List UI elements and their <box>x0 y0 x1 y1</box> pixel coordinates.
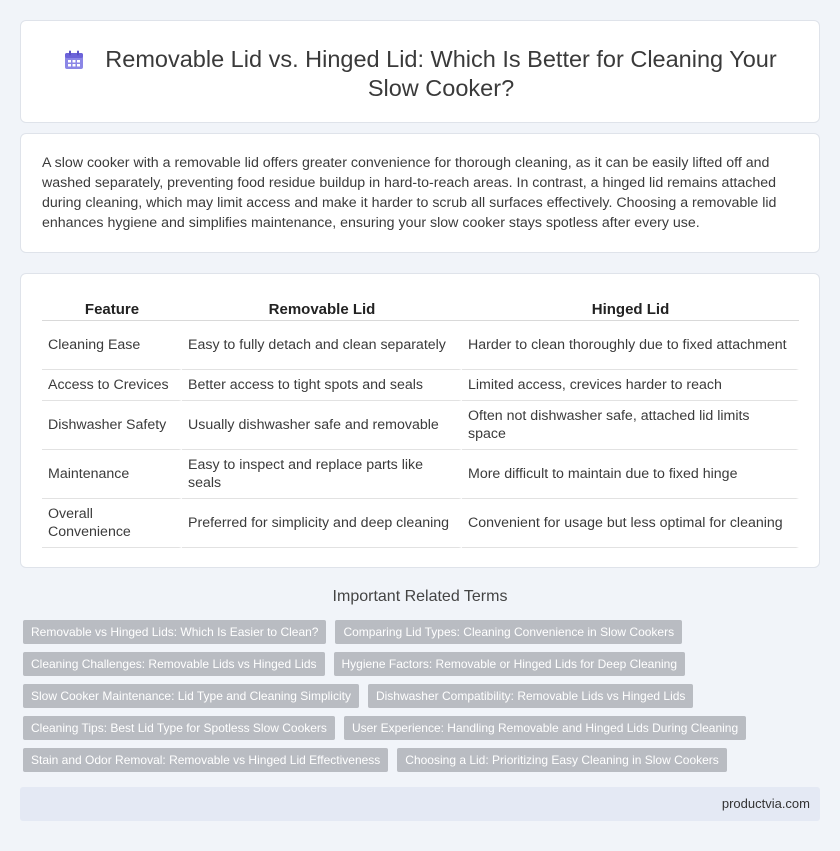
table-cell: Usually dishwasher safe and removable <box>182 401 462 450</box>
related-terms-list <box>23 620 823 780</box>
footer <box>20 787 820 821</box>
table-cell: Harder to clean thoroughly due to fixed attachment <box>462 321 799 370</box>
table-header-row <box>42 295 799 321</box>
related-term-tag[interactable]: Choosing a Lid: Prioritizing Easy Cleaning in Slow Cookers <box>397 748 727 772</box>
table-cell: Cleaning Ease <box>42 321 182 370</box>
table-cell: Maintenance <box>42 450 182 499</box>
table-cell: Dishwasher Safety <box>42 401 182 450</box>
table-cell: More difficult to maintain due to fixed hinge <box>462 450 799 499</box>
footer-site-link[interactable]: productvia.com <box>721 796 810 811</box>
related-term-tag[interactable]: Hygiene Factors: Removable or Hinged Lids for Deep Cleaning <box>334 652 686 676</box>
table-cell: Often not dishwasher safe, attached lid limits space <box>462 401 799 450</box>
related-term-tag[interactable]: Stain and Odor Removal: Removable vs Hinged Lid Effectiveness <box>23 748 388 772</box>
tag-row <box>23 716 823 740</box>
intro-card <box>20 133 820 253</box>
related-term-tag[interactable]: Dishwasher Compatibility: Removable Lids vs Hinged Lids <box>368 684 693 708</box>
title-card <box>20 20 820 123</box>
table-row <box>42 370 799 401</box>
related-term-tag[interactable]: Cleaning Challenges: Removable Lids vs Hinged Lids <box>23 652 325 676</box>
table-cell: Convenient for usage but less optimal for cleaning <box>462 499 799 548</box>
related-term-tag[interactable]: Removable vs Hinged Lids: Which Is Easier to Clean? <box>23 620 326 644</box>
table-cell: Access to Crevices <box>42 370 182 401</box>
table-row <box>42 450 799 499</box>
tag-row <box>23 652 823 676</box>
related-term-tag[interactable]: Slow Cooker Maintenance: Lid Type and Cleaning Simplicity <box>23 684 359 708</box>
comparison-table <box>42 295 799 548</box>
table-row <box>42 401 799 450</box>
related-term-tag[interactable]: Comparing Lid Types: Cleaning Convenience in Slow Cookers <box>335 620 682 644</box>
table-cell: Better access to tight spots and seals <box>182 370 462 401</box>
tag-row <box>23 748 823 772</box>
header-feature: Feature <box>42 295 182 321</box>
table-cell: Limited access, crevices harder to reach <box>462 370 799 401</box>
related-terms-heading: Important Related Terms <box>332 588 508 605</box>
header-hinged-lid: Hinged Lid <box>462 295 799 321</box>
related-term-tag[interactable]: Cleaning Tips: Best Lid Type for Spotless Slow Cookers <box>23 716 335 740</box>
comparison-table-card <box>20 273 820 568</box>
page-title: Removable Lid vs. Hinged Lid: Which Is Better for Cleaning Your Slow Cooker? <box>105 46 777 101</box>
table-cell: Easy to fully detach and clean separately <box>182 321 462 370</box>
table-cell: Overall Convenience <box>42 499 182 548</box>
table-row <box>42 499 799 548</box>
tag-row <box>23 684 823 708</box>
table-cell: Preferred for simplicity and deep cleaning <box>182 499 462 548</box>
related-term-tag[interactable]: User Experience: Handling Removable and Hinged Lids During Cleaning <box>344 716 746 740</box>
header-removable-lid: Removable Lid <box>182 295 462 321</box>
intro-paragraph: A slow cooker with a removable lid offers greater convenience for thorough cleaning, as it can be easily lifted off and washed separately, preventing food residue buildup in hard-to-reach areas. In contrast, a hinged lid remains attached during cleaning, which may limit access and make it harder to scrub all surfaces effectively. Choosing a removable lid enhances hygiene and simplifies maintenance, ensuring your slow cooker stays spotless after every use. <box>42 155 777 231</box>
table-row <box>42 321 799 370</box>
tag-row <box>23 620 823 644</box>
table-cell: Easy to inspect and replace parts like seals <box>182 450 462 499</box>
